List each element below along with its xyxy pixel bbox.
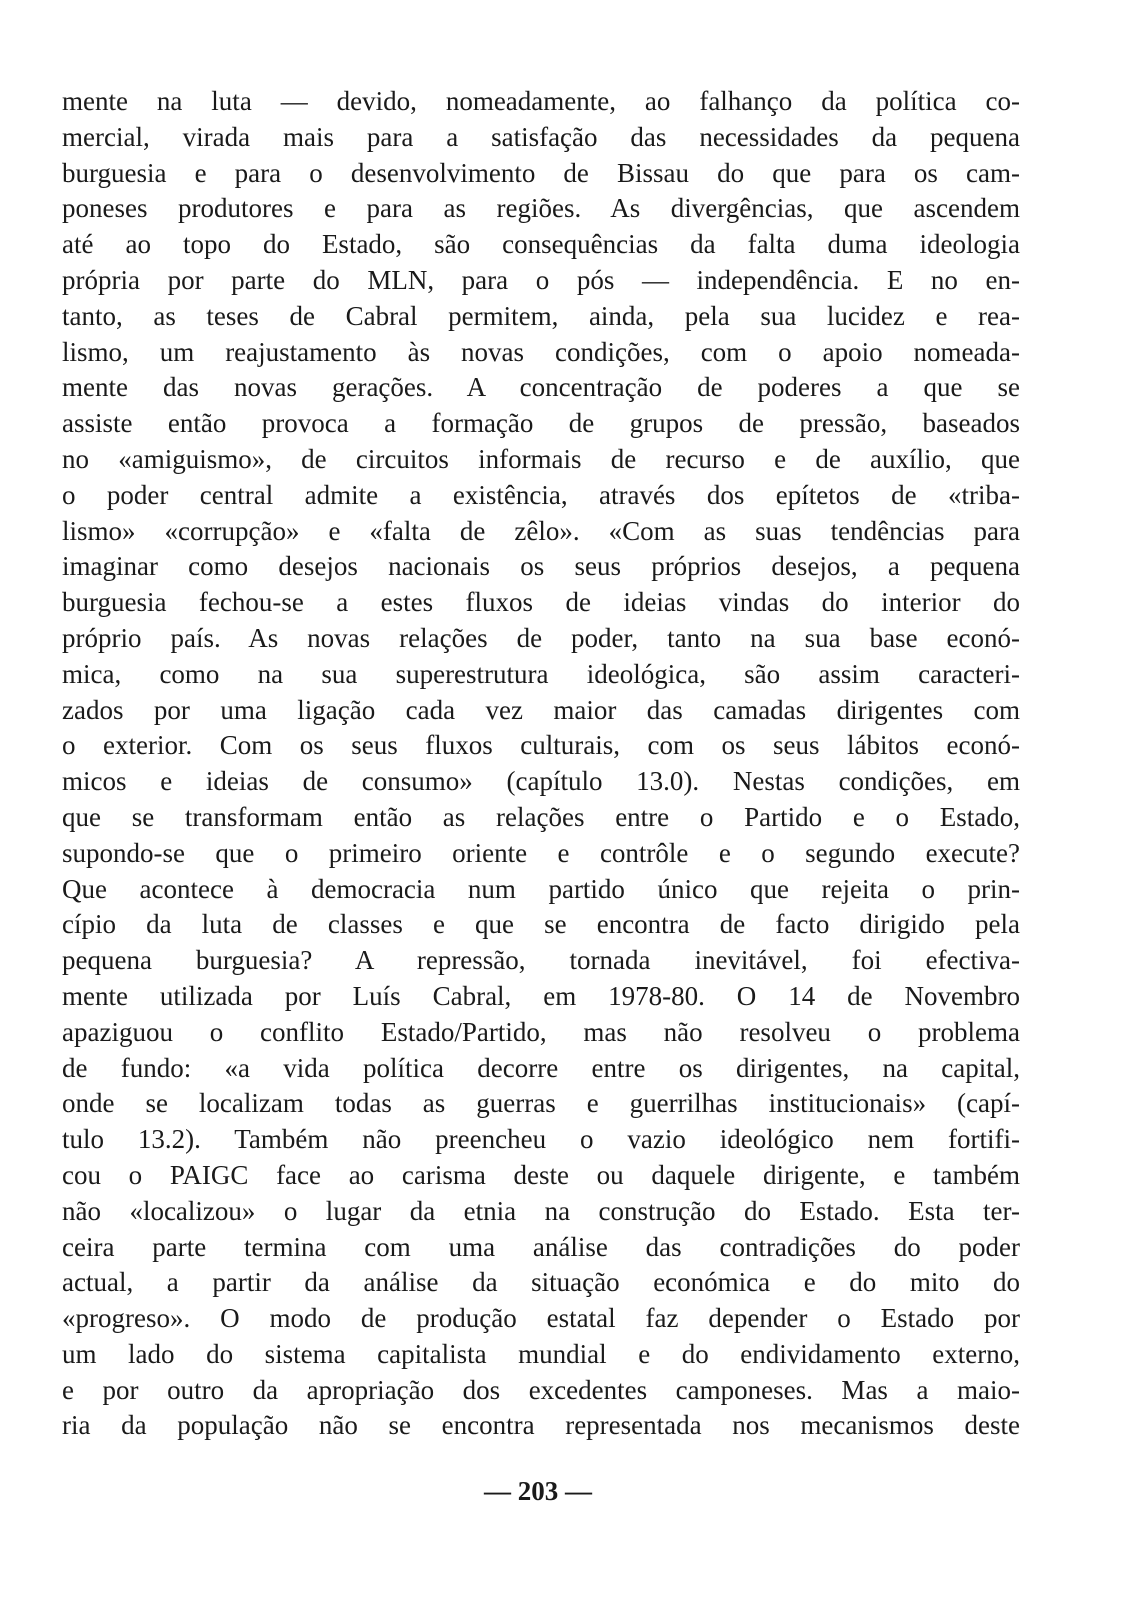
text-line: mente das novas gerações. A concentração de poderes a que se: [62, 372, 1020, 403]
text-line: poneses produtores e para as regiões. As divergências, que ascendem: [62, 193, 1020, 224]
text-line: lismo, um reajustamento às novas condições, com o apoio nomeada-: [62, 336, 1020, 367]
text-line: o poder central admite a existência, através dos epítetos de «triba-: [62, 479, 1020, 510]
text-line: ceira parte termina com uma análise das contradições do poder: [62, 1231, 1020, 1262]
text-line: mercial, virada mais para a satisfação das necessidades da pequena: [62, 121, 1020, 152]
body-text: [62, 84, 1020, 1444]
text-line: imaginar como desejos nacionais os seus próprios desejos, a pequena: [62, 551, 1020, 582]
text-line: não «localizou» o lugar da etnia na construção do Estado. Esta ter-: [62, 1195, 1020, 1226]
text-line: tanto, as teses de Cabral permitem, ainda, pela sua lucidez e rea-: [62, 300, 1020, 331]
text-line: actual, a partir da análise da situação económica e do mito do: [62, 1267, 1020, 1298]
text-line: mente na luta — devido, nomeadamente, ao falhanço da política co-: [62, 86, 1020, 116]
text-line: próprio país. As novas relações de poder, tanto na sua base econó-: [62, 622, 1020, 653]
text-line: ria da população não se encontra representada nos mecanismos deste: [62, 1410, 1020, 1441]
text-line: burguesia e para o desenvolvimento de Bissau do que para os cam-: [62, 157, 1020, 188]
text-line: mica, como na sua superestrutura ideológica, são assim caracteri-: [62, 658, 1020, 689]
text-line: zados por uma ligação cada vez maior das camadas dirigentes com: [62, 694, 1020, 725]
text-line: um lado do sistema capitalista mundial e do endividamento externo,: [62, 1338, 1020, 1369]
text-line: micos e ideias de consumo» (capítulo 13.0). Nestas condições, em: [62, 766, 1020, 797]
text-line: cípio da luta de classes e que se encontra de facto dirigido pela: [62, 909, 1020, 940]
text-line: cou o PAIGC face ao carisma deste ou daquele dirigente, e também: [62, 1159, 1020, 1190]
text-line: pequena burguesia? A repressão, tornada inevitável, foi efectiva-: [62, 945, 1020, 976]
text-line: tulo 13.2). Também não preencheu o vazio ideológico nem fortifi-: [62, 1124, 1020, 1155]
text-line: o exterior. Com os seus fluxos culturais, com os seus lábitos econó-: [62, 730, 1020, 761]
text-line: assiste então provoca a formação de grupos de pressão, baseados: [62, 408, 1020, 439]
text-line: no «amiguismo», de circuitos informais de recurso e de auxílio, que: [62, 443, 1020, 474]
text-line: supondo-se que o primeiro oriente e contrôle e o segundo execute?: [62, 837, 1020, 868]
text-line: apaziguou o conflito Estado/Partido, mas não resolveu o problema: [62, 1016, 1020, 1047]
text-line: e por outro da apropriação dos excedentes camponeses. Mas a maio-: [62, 1374, 1020, 1405]
text-line: mente utilizada por Luís Cabral, em 1978-80. O 14 de Novembro: [62, 980, 1020, 1011]
text-line: que se transformam então as relações entre o Partido e o Estado,: [62, 801, 1020, 832]
text-line: «progreso». O modo de produção estatal faz depender o Estado por: [62, 1303, 1020, 1334]
text-line: de fundo: «a vida política decorre entre os dirigentes, na capital,: [62, 1052, 1020, 1083]
text-line: até ao topo do Estado, são consequências da falta duma ideologia: [62, 229, 1020, 260]
page-number: — 203 —: [484, 1476, 592, 1506]
text-line: Que acontece à democracia num partido único que rejeita o prin-: [62, 873, 1020, 904]
text-line: lismo» «corrupção» e «falta de zêlo». «Com as suas tendências para: [62, 515, 1020, 546]
text-line: burguesia fechou-se a estes fluxos de ideias vindas do interior do: [62, 587, 1020, 618]
text-line: própria por parte do MLN, para o pós — independência. E no en-: [62, 264, 1020, 295]
text-line: onde se localizam todas as guerras e guerrilhas institucionais» (capí-: [62, 1088, 1020, 1119]
